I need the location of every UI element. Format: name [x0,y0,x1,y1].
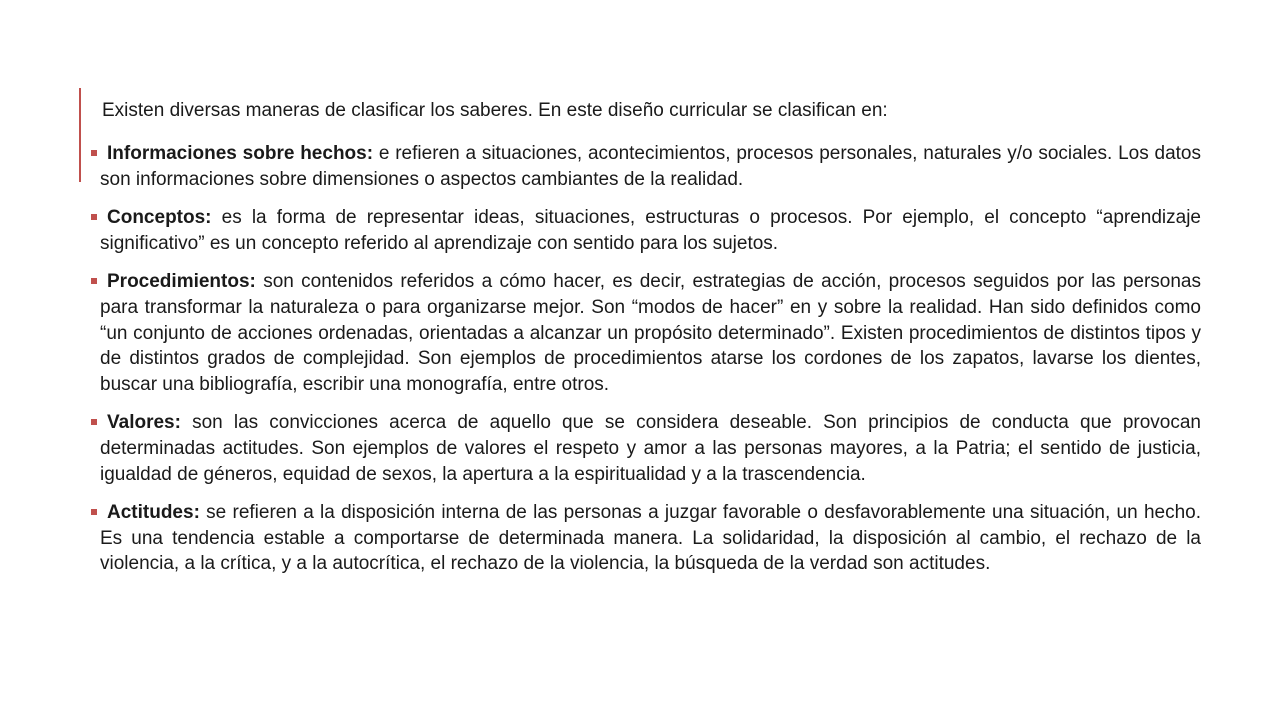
bullet-actitudes [100,500,1201,577]
accent-line [79,88,81,182]
bullet-text: se refieren a la disposición interna de las personas a juzgar favorable o desfavorablemente una situación, un hecho. Es una tendencia estable a comportarse de determinada manera. La solidaridad, la disposición al cambio, el rechazo de la violencia, a la crítica, y a la autocrítica, el rechazo de la violencia, la búsqueda de la verdad son actitudes. [100,502,1201,575]
bullet-term: Conceptos: [107,207,212,229]
bullet-informaciones [100,141,1201,192]
bullet-text: e refieren a situaciones, acontecimientos, procesos personales, naturales y/o sociales. Los datos son informaciones sobre dimensiones o aspectos cambiantes de la realidad. [100,143,1201,190]
square-bullet-icon [91,419,97,425]
bullet-text: es la forma de representar ideas, situaciones, estructuras o procesos. Por ejemplo, el concepto “aprendizaje significativo” es un concepto referido al aprendizaje con sentido para los sujetos. [100,207,1201,254]
bullet-term: Actitudes: [107,502,200,524]
bullet-term: Valores: [107,412,181,434]
bullet-conceptos [100,205,1201,256]
square-bullet-icon [91,150,97,156]
bullet-valores [100,410,1201,487]
intro-text: Existen diversas maneras de clasificar los saberes. En este diseño curricular se clasifican en: [102,100,888,121]
square-bullet-icon [91,509,97,515]
square-bullet-icon [91,278,97,284]
bullet-term: Procedimientos: [107,271,256,293]
bullet-term: Informaciones sobre hechos: [107,143,374,164]
bullet-text: son contenidos referidos a cómo hacer, es decir, estrategias de acción, procesos seguidos por las personas para transformar la naturaleza o para organizarse mejor. Son “modos de hacer” en y sobre la realidad. Han sido definidos como “un conjunto de acciones ordenadas, orientadas a alcanzar un propósito determinado”. Existen procedimientos de distintos tipos y de distintos grados de complejidad. Son ejemplos de procedimientos atarse los cordones de los zapatos, lavarse los dientes, buscar una bibliografía, escribir una monografía, entre otros. [100,271,1201,395]
bullet-procedimientos [100,269,1201,397]
bullet-list [100,141,1201,577]
slide-content [100,98,1201,590]
square-bullet-icon [91,214,97,220]
bullet-text: son las convicciones acerca de aquello que se considera deseable. Son principios de conducta que provocan determinadas actitudes. Son ejemplos de valores el respeto y amor a las personas mayores, a la Patria; el sentido de justicia, igualdad de géneros, equidad de sexos, la apertura a la espiritualidad y a la trascendencia. [100,412,1201,485]
